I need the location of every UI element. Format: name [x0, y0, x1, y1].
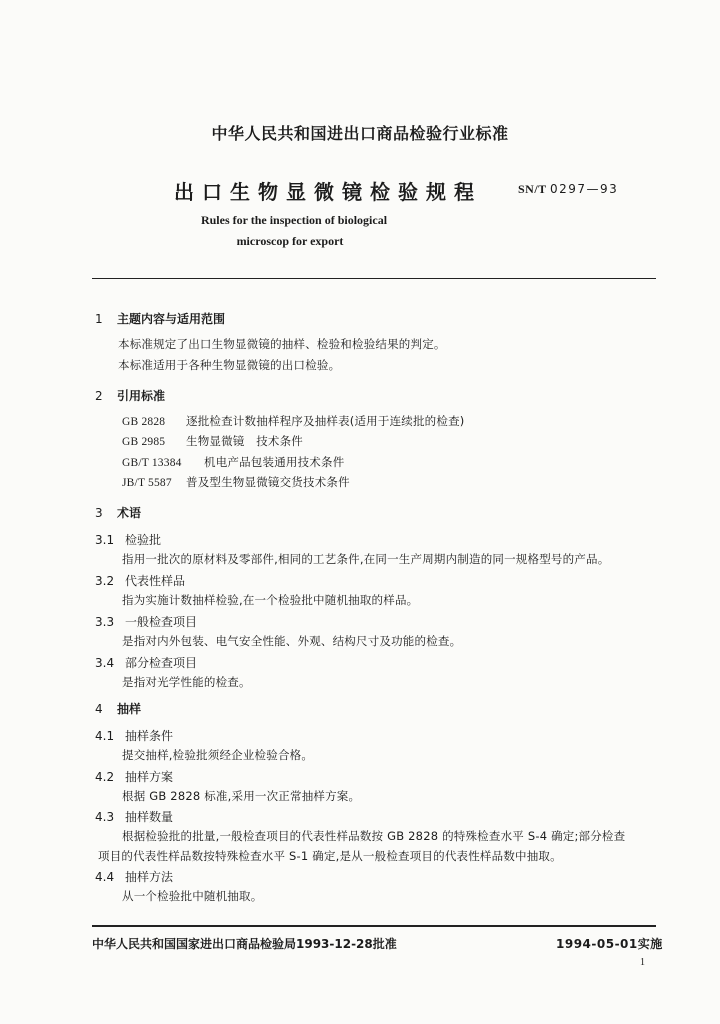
subsection-3-3-heading: 3.3 一般检查项目	[95, 615, 198, 629]
effective-date: 1994-05-01实施	[556, 937, 663, 951]
reference-item: GB 2828 逐批检查计数抽样程序及抽样表(适用于连续批的检查)	[122, 414, 465, 428]
subsection-4-4-text: 从一个检验批中随机抽取。	[122, 889, 263, 903]
section-2-heading: 2 引用标准	[95, 389, 166, 403]
section-3-heading: 3 术语	[95, 506, 142, 520]
subsection-4-1-heading: 4.1 抽样条件	[95, 729, 174, 743]
subsection-4-1-text: 提交抽样,检验批须经企业检验合格。	[122, 748, 314, 762]
subsection-3-1-text: 指用一批次的原材料及零部件,相同的工艺条件,在同一生产周期内制造的同一规格型号的产品。	[122, 552, 610, 566]
subsection-3-4-heading: 3.4 部分检查项目	[95, 656, 198, 670]
organization-header: 中华人民共和国进出口商品检验行业标准	[211, 124, 509, 143]
section-1-heading: 1 主题内容与适用范围	[95, 312, 226, 326]
standard-title: 出口生物显微镜检验规程	[174, 180, 482, 204]
english-title-line2: microscop for export	[236, 234, 344, 248]
subsection-3-1-heading: 3.1 检验批	[95, 533, 162, 547]
subsection-4-2-text: 根据 GB 2828 标准,采用一次正常抽样方案。	[122, 789, 361, 803]
subsection-4-3-text-1: 根据检验批的批量,一般检查项目的代表性样品数按 GB 2828 的特殊检查水平 S-4 确定;部分检查	[122, 829, 626, 843]
subsection-3-3-text: 是指对内外包装、电气安全性能、外观、结构尺寸及功能的检查。	[122, 634, 462, 648]
footer-divider	[92, 925, 656, 927]
reference-item: GB 2985 生物显微镜 技术条件	[122, 434, 303, 448]
section-4-heading: 4 抽样	[95, 702, 142, 716]
code-prefix: SN/T	[518, 182, 547, 196]
section-1-line-1: 本标准规定了出口生物显微镜的抽样、检验和检验结果的判定。	[118, 337, 446, 351]
standard-code	[518, 182, 618, 197]
subsection-4-2-heading: 4.2 抽样方案	[95, 770, 174, 784]
header-divider	[92, 278, 656, 279]
subsection-4-4-heading: 4.4 抽样方法	[95, 870, 174, 884]
english-title-line1: Rules for the inspection of biological	[200, 213, 388, 227]
issue-statement: 中华人民共和国国家进出口商品检验局1993-12-28批准	[92, 937, 397, 951]
subsection-3-2-text: 指为实施计数抽样检验,在一个检验批中随机抽取的样品。	[122, 593, 419, 607]
subsection-4-3-heading: 4.3 抽样数量	[95, 810, 174, 824]
section-1-line-2: 本标准适用于各种生物显微镜的出口检验。	[118, 358, 341, 372]
subsection-4-3-text-2: 项目的代表性样品数按特殊检查水平 S-1 确定,是从一般检查项目的代表性样品数中抽取。	[98, 849, 562, 863]
code-number: 0297—93	[549, 182, 619, 196]
subsection-3-4-text: 是指对光学性能的检查。	[122, 675, 251, 689]
reference-item: JB/T 5587 普及型生物显微镜交货技术条件	[122, 475, 350, 489]
page-number: 1	[640, 957, 645, 968]
subsection-3-2-heading: 3.2 代表性样品	[95, 574, 186, 588]
reference-item: GB/T 13384 机电产品包装通用技术条件	[122, 455, 345, 469]
